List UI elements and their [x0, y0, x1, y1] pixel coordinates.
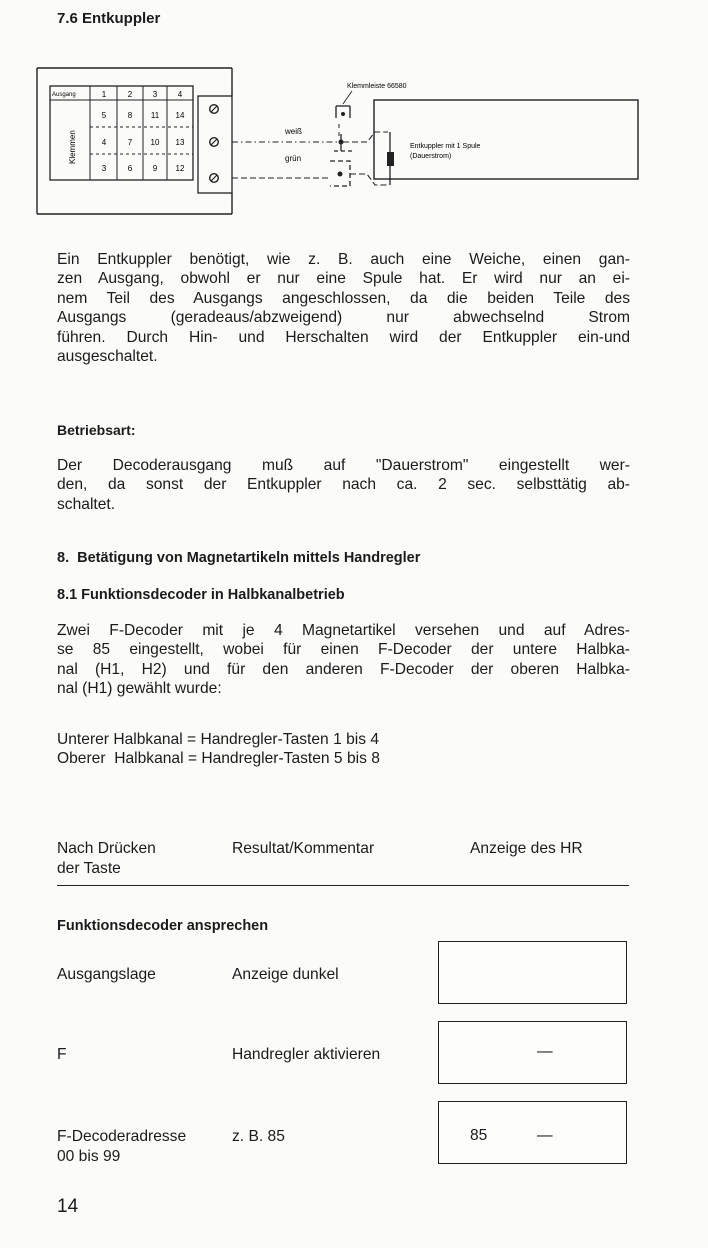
row-key: [57, 1127, 186, 1167]
wire-label-white: weiß: [285, 127, 302, 136]
terminal-number: 5: [101, 111, 107, 120]
text-line: se 85 eingestellt, wobei für einen F-Decoder der untere Halbka-: [57, 641, 630, 659]
output-number: 4: [177, 90, 183, 99]
terminal-strip-label: Klemmleiste 66580: [347, 83, 407, 90]
terminal-number: 8: [127, 111, 133, 120]
screw-terminal-block: [198, 96, 232, 193]
terminal-number: 4: [101, 138, 107, 147]
terminal-strip-icon: [330, 106, 352, 186]
output-number: 1: [101, 90, 107, 99]
text-line: Ausgangs (geradeaus/abzweigend) nur abwechselnd Strom: [57, 309, 630, 327]
ausgang-label: Ausgang: [52, 92, 76, 98]
text-line: den, da sonst der Entkuppler nach ca. 2 sec. selbsttätig ab-: [57, 476, 630, 494]
betriebsart-heading: Betriebsart:: [57, 422, 136, 438]
row-key-text: F-Decoderadresse: [57, 1128, 187, 1145]
text-line: Oberer Halbkanal = Handregler-Tasten 5 bis 8: [57, 750, 380, 768]
terminal-number: 10: [150, 138, 160, 147]
header-text: Nach Drücken: [57, 840, 156, 857]
section-heading-8-1: 8.1 Funktionsdecoder in Halbkanalbetrieb: [57, 587, 345, 603]
header-text: der Taste: [57, 860, 121, 877]
wire-label-green: grün: [285, 154, 302, 163]
klemmen-label: Klemmen: [68, 130, 77, 164]
page-number: 14: [57, 1196, 79, 1217]
terminal-number: 13: [175, 138, 185, 147]
display-dash: —: [537, 1127, 553, 1144]
handregler-display: [438, 1101, 627, 1164]
handregler-display: [438, 1021, 627, 1084]
text-line: Unterer Halbkanal = Handregler-Tasten 1 bis 4: [57, 731, 380, 748]
display-address: 85: [470, 1127, 488, 1144]
row-result: Anzeige dunkel: [232, 966, 339, 983]
uncoupler-box: [374, 100, 638, 179]
terminal-number: 7: [127, 138, 133, 147]
intro-paragraph: [57, 250, 630, 366]
row-key-range: 00 bis 99: [57, 1148, 121, 1165]
halbkanal-assignment: [57, 730, 630, 769]
text-line: nal (H1) gewählt wurde:: [57, 680, 222, 698]
row-key: F: [57, 1046, 67, 1063]
text-line: Ein Entkuppler benötigt, wie z. B. auch eine Weiche, einen gan-: [57, 251, 630, 268]
terminal-number: 12: [175, 164, 185, 173]
section-8-1-paragraph: [57, 621, 630, 699]
betriebsart-paragraph: [57, 456, 630, 514]
output-number: 2: [127, 90, 133, 99]
table-header-key: [57, 839, 156, 879]
table-header-rule: [57, 885, 629, 886]
terminal-number: 3: [101, 164, 107, 173]
uncoupler-label: Entkuppler mit 1 Spule: [410, 143, 481, 150]
text-line: zen Ausgang, obwohl er nur eine Spule hat. Er wird nur an ei-: [57, 270, 630, 288]
section-heading-8: 8. Betätigung von Magnetartikeln mittels Handregler: [57, 550, 421, 566]
handregler-display: [438, 941, 627, 1004]
row-result: Handregler aktivieren: [232, 1046, 381, 1063]
text-line: nem Teil des Ausgangs angeschlossen, da die beiden Teile des: [57, 289, 630, 307]
wiring-diagram: [30, 58, 650, 223]
terminal-number: 9: [152, 164, 158, 173]
display-dash: —: [537, 1043, 553, 1060]
section-heading-7-6: 7.6 Entkuppler: [57, 10, 161, 27]
row-key: Ausgangslage: [57, 966, 156, 983]
uncoupler-mode-label: (Dauerstrom): [410, 153, 452, 160]
table-header-result: Resultat/Kommentar: [232, 840, 375, 857]
text-line: ausgeschaltet.: [57, 348, 158, 366]
terminal-number: 11: [150, 111, 160, 120]
row-result: z. B. 85: [232, 1128, 285, 1145]
terminal-number: 14: [175, 111, 185, 120]
text-line: führen. Durch Hin- und Herschalten wird der Entkuppler ein-und: [57, 328, 630, 346]
text-line: schaltet.: [57, 495, 116, 513]
terminal-number: 6: [127, 164, 133, 173]
table-header-display: Anzeige des HR: [470, 840, 583, 857]
output-number: 3: [152, 90, 158, 99]
text-line: Zwei F-Decoder mit je 4 Magnetartikel versehen und auf Adres-: [57, 622, 630, 639]
coil-icon: [387, 132, 394, 185]
group-heading: Funktionsdecoder ansprechen: [57, 918, 269, 934]
text-line: nal (H1, H2) und für den anderen F-Decoder der oberen Halbka-: [57, 660, 630, 678]
text-line: Der Decoderausgang muß auf "Dauerstrom" eingestellt wer-: [57, 457, 630, 474]
